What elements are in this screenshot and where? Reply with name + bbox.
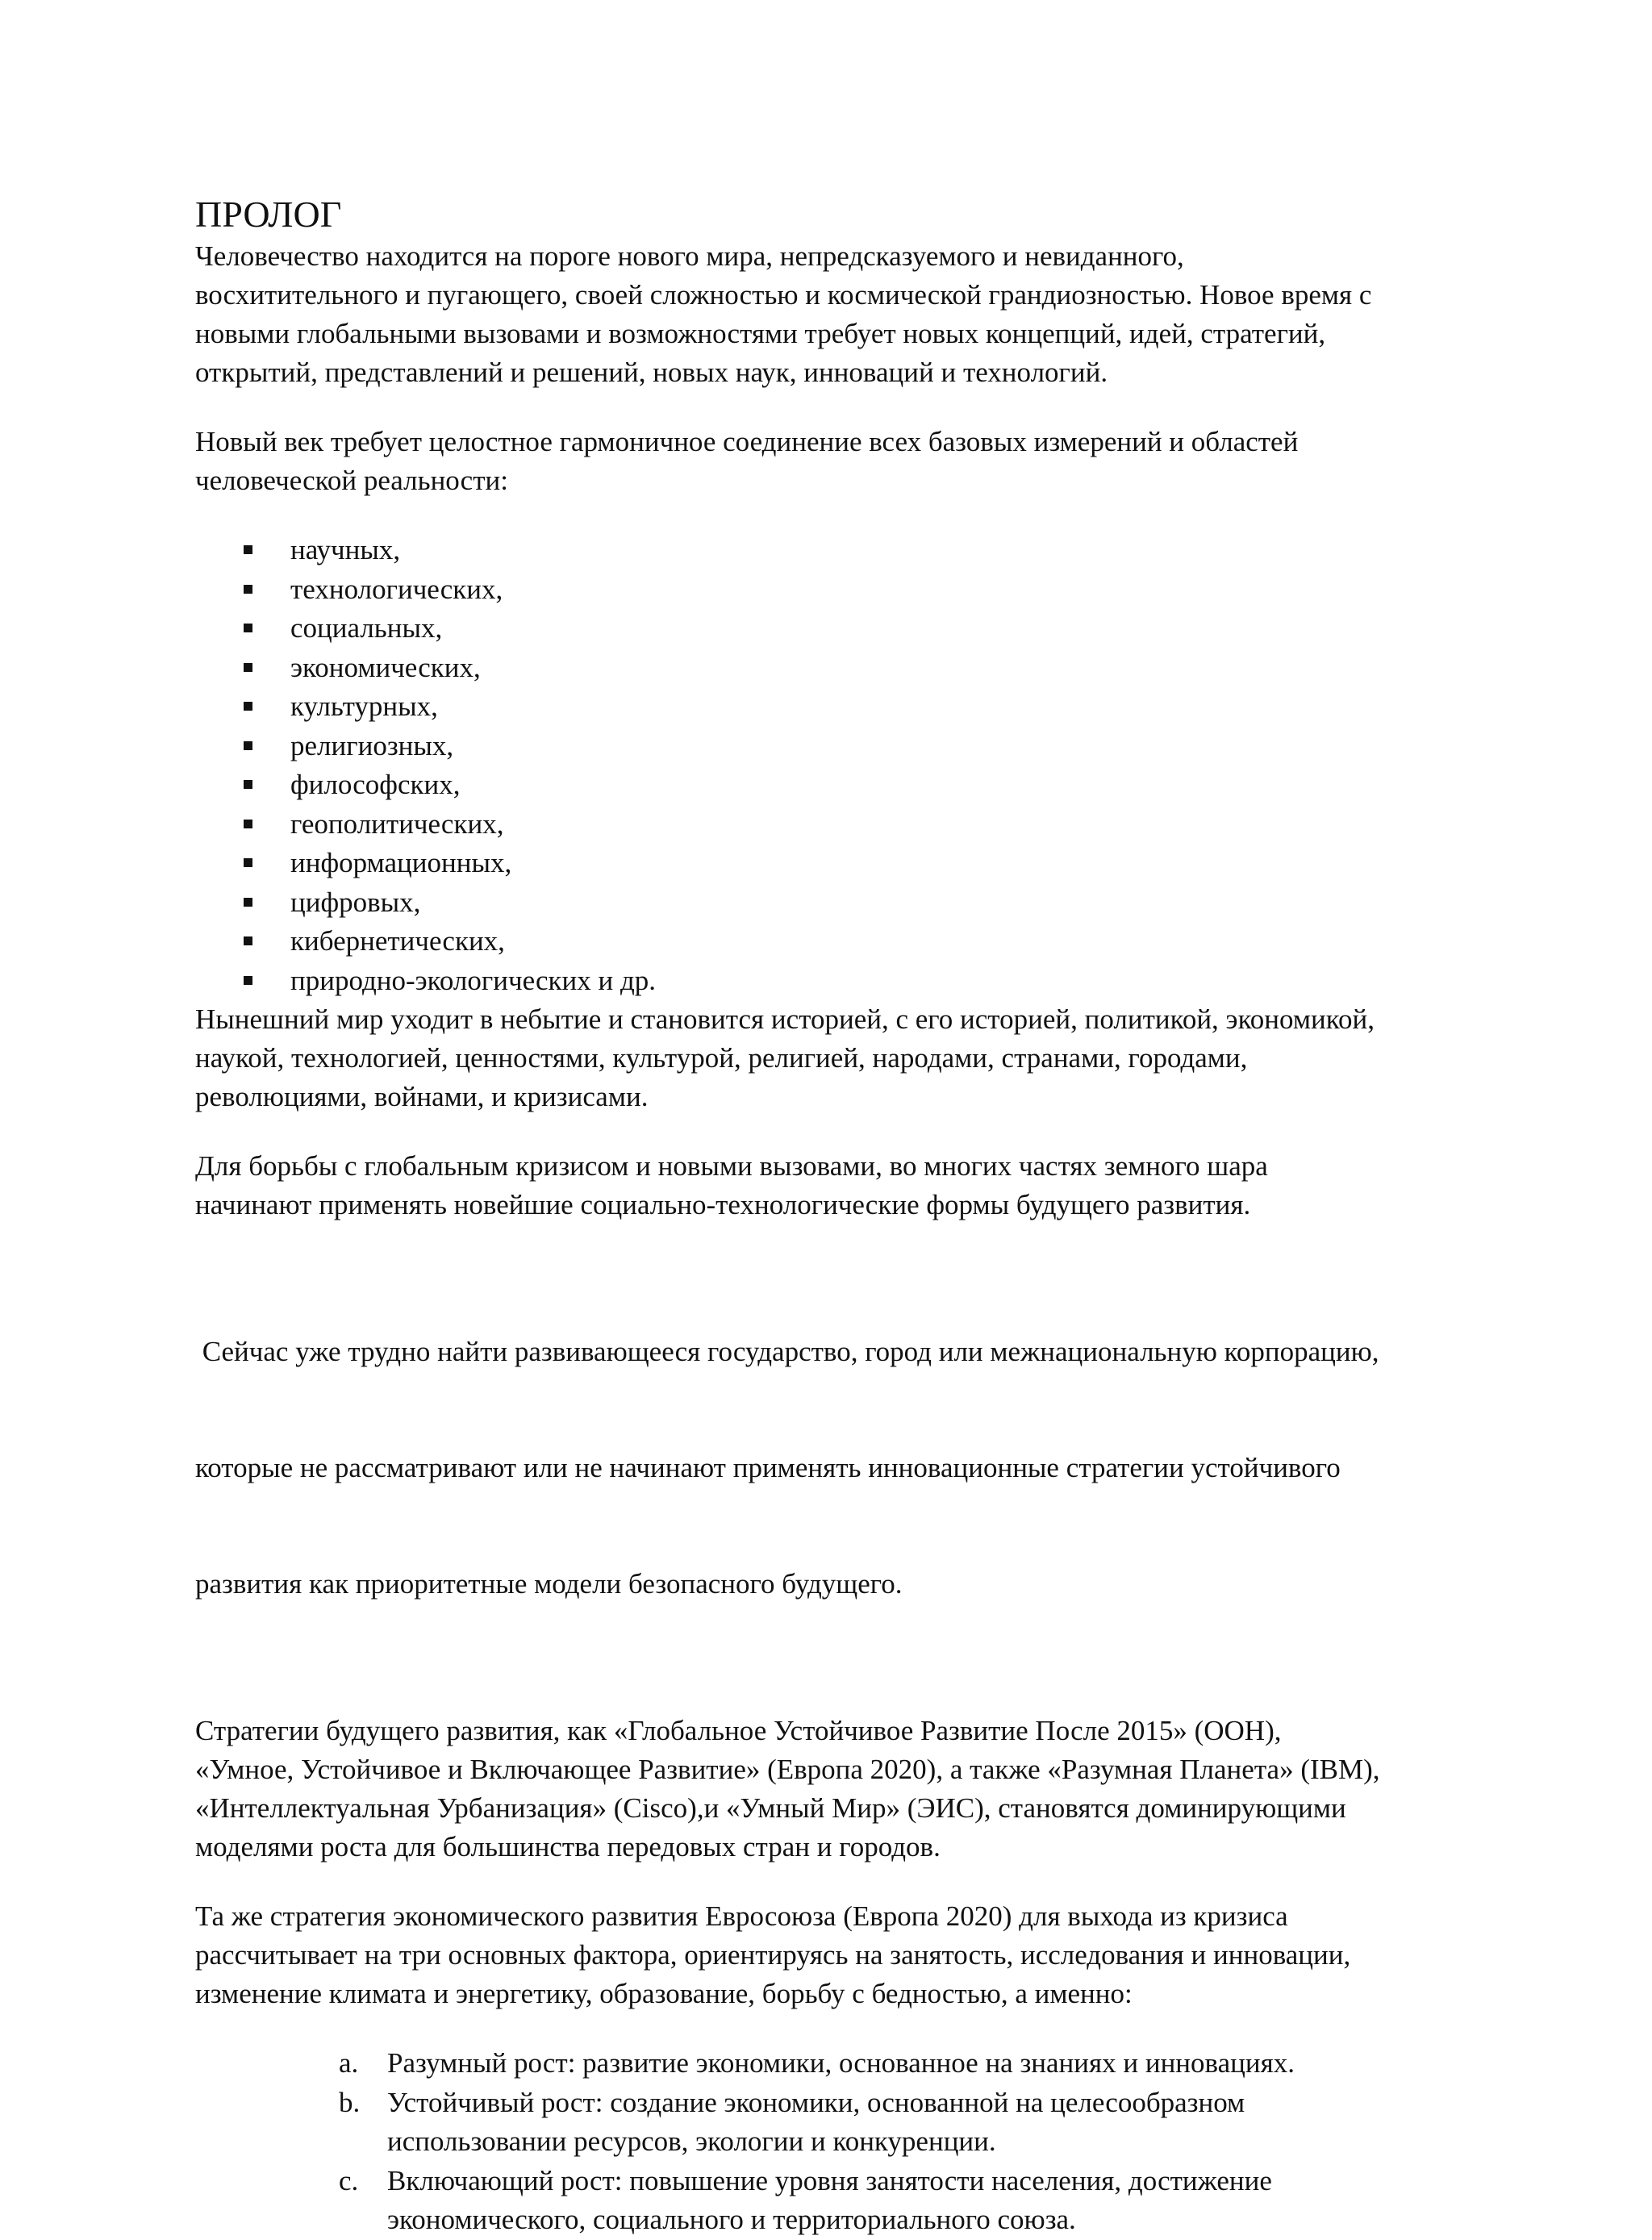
history-paragraph: [195, 1000, 1470, 1116]
square-bullet-icon: [244, 585, 252, 594]
list-item-text: экономических,: [290, 651, 481, 683]
strategies-intro-line: Сейчас уже трудно найти развивающееся государство, город или межнациональную корпорацию,: [195, 1336, 1379, 1367]
eu-strategy-line: изменение климата и энергетику, образование, борьбу с бедностью, а именно:: [195, 1978, 1133, 2009]
strategies-intro-line: которые не рассматривают или не начинают применять инновационные стратегии устойчивого: [195, 1452, 1341, 1483]
square-bullet-icon: [244, 936, 252, 945]
eu-strategy-line: рассчитывает на три основных фактора, ориентируясь на занятость, исследования и инновации,: [195, 1939, 1351, 1971]
strategies-line: «Интеллектуальная Урбанизация» (Cisco),и «Умный Мир» (ЭИС), становятся доминирующими: [195, 1792, 1346, 1824]
list-item-text: природно-экологических и др.: [290, 964, 657, 996]
list-item: [195, 531, 1470, 570]
dimensions-paragraph: [195, 423, 1470, 500]
history-line: Нынешний мир уходит в небытие и становится историей, с его историей, политикой, экономикой,: [195, 1003, 1375, 1035]
list-marker: a.: [339, 2047, 359, 2079]
dimensions-list: [195, 531, 1470, 1000]
intro-line: открытий, представлений и решений, новых наук, инноваций и технологий.: [195, 357, 1108, 388]
list-item-text: культурных,: [290, 690, 438, 722]
list-item-line: экономического, социального и территориального союза.: [387, 2204, 1076, 2235]
list-item-text: кибернетических,: [290, 925, 505, 957]
square-bullet-icon: [244, 741, 252, 750]
square-bullet-icon: [244, 780, 252, 789]
list-item: [195, 687, 1470, 727]
list-item: [195, 961, 1470, 1001]
intro-line: новыми глобальными вызовами и возможностями требует новых концепций, идей, стратегий,: [195, 318, 1326, 349]
list-item: [195, 649, 1470, 688]
crisis-paragraph: [195, 1147, 1470, 1224]
list-item-line: Разумный рост: развитие экономики, основанное на знаниях и инновациях.: [387, 2047, 1295, 2079]
list-item: [195, 609, 1470, 649]
strategies-line: Стратегии будущего развития, как «Глобальное Устойчивое Развитие После 2015» (ООН),: [195, 1715, 1282, 1746]
list-item: [195, 922, 1470, 961]
list-item-text: социальных,: [290, 612, 443, 644]
page-title: ПРОЛОГ: [195, 194, 342, 235]
dimensions-line: человеческой реальности:: [195, 465, 508, 496]
intro-line: восхитительного и пугающего, своей сложностью и космической грандиозностью. Новое время с: [195, 279, 1372, 311]
list-item-text: технологических,: [290, 573, 503, 605]
strategies-paragraph: [195, 1712, 1470, 1867]
eu-strategy-line: Та же стратегия экономического развития Евросоюза (Европа 2020) для выхода из кризиса: [195, 1900, 1288, 1932]
list-item: [195, 844, 1470, 883]
history-line: революциями, войнами, и кризисами.: [195, 1081, 649, 1112]
list-marker: c.: [339, 2164, 359, 2196]
strategies-intro-line: развития как приоритетные модели безопасного будущего.: [195, 1568, 903, 1600]
list-item-text: цифровых,: [290, 886, 421, 918]
dimensions-line: Новый век требует целостное гармоничное соединение всех базовых измерений и областей: [195, 426, 1299, 457]
list-item-text: религиозных,: [290, 729, 454, 761]
square-bullet-icon: [244, 624, 252, 632]
list-item: [195, 727, 1470, 766]
list-item: [195, 883, 1470, 923]
square-bullet-icon: [244, 702, 252, 711]
square-bullet-icon: [244, 858, 252, 867]
list-item: [195, 805, 1470, 845]
square-bullet-icon: [244, 820, 252, 828]
list-item: [195, 765, 1470, 805]
strategies-line: моделями роста для большинства передовых стран и городов.: [195, 1831, 941, 1862]
list-item: [195, 2084, 1470, 2162]
crisis-line: Для борьбы с глобальным кризисом и новыми вызовами, во многих частях земного шара: [195, 1150, 1268, 1182]
list-item-line: Включающий рост: повышение уровня занятости населения, достижение: [387, 2164, 1272, 2196]
intro-paragraph: [195, 237, 1470, 392]
list-item: [195, 2162, 1470, 2240]
strategies-intro-paragraph: [195, 1255, 1470, 1681]
growth-factors-list: [195, 2044, 1470, 2240]
list-item-line: использовании ресурсов, экологии и конкуренции.: [387, 2125, 996, 2157]
crisis-line: начинают применять новейшие социально-технологические формы будущего развития.: [195, 1189, 1251, 1220]
list-item: [195, 2044, 1470, 2084]
history-line: наукой, технологией, ценностями, культурой, религией, народами, странами, городами,: [195, 1042, 1248, 1074]
list-item-text: философских,: [290, 769, 461, 800]
list-item: [195, 570, 1470, 610]
square-bullet-icon: [244, 976, 252, 985]
eu-strategy-paragraph: [195, 1897, 1470, 2013]
list-item-text: научных,: [290, 534, 401, 565]
square-bullet-icon: [244, 663, 252, 672]
list-item-line: Устойчивый рост: создание экономики, основанной на целесообразном: [387, 2086, 1245, 2118]
list-item-text: информационных,: [290, 847, 512, 878]
intro-line: Человечество находится на пороге нового мира, непредсказуемого и невиданного,: [195, 240, 1184, 272]
list-marker: b.: [339, 2086, 361, 2118]
document-body: [195, 192, 1470, 2240]
strategies-line: «Умное, Устойчивое и Включающее Развитие» (Европа 2020), а также «Разумная Планета» (IBM),: [195, 1754, 1380, 1785]
square-bullet-icon: [244, 898, 252, 907]
square-bullet-icon: [244, 545, 252, 554]
list-item-text: геополитических,: [290, 807, 504, 840]
